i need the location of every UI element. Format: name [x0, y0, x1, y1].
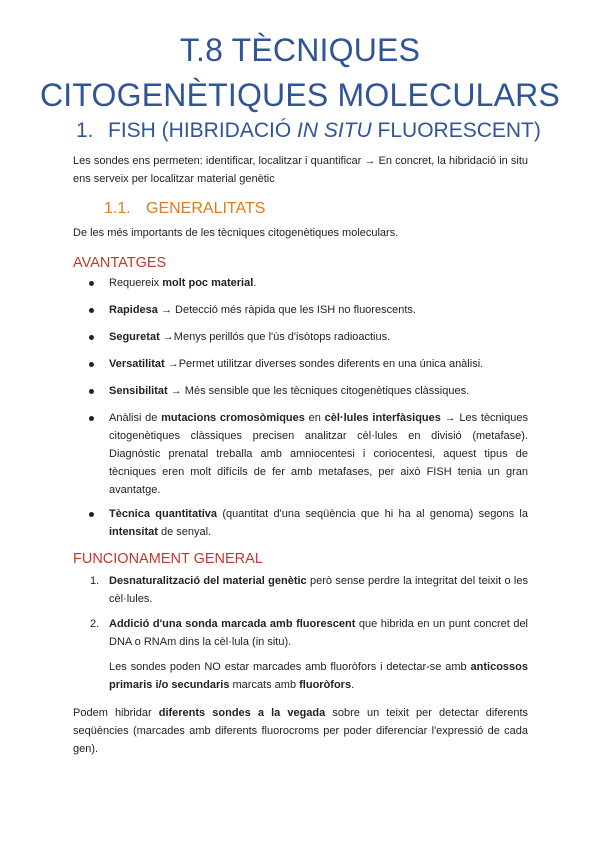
list-item: Tècnica quantitativa (quantitat d'una seqüència que hi ha al genoma) segons la intensitat de senyal.	[90, 505, 528, 541]
section-1-heading	[76, 119, 541, 143]
list-item: Versatilitat →Permet utilitzar diverses sondes diferents en una única anàlisi.	[90, 355, 528, 373]
section-1-1-intro: De les més importants de les tècniques citogenètiques moleculars.	[73, 227, 399, 239]
list-item: Requereix molt poc material.	[90, 274, 528, 292]
list-item: Rapidesa → Detecció més ràpida que les ISH no fluorescents.	[90, 301, 528, 319]
section-1-intro: Les sondes ens permeten: identificar, localitzar i quantificar → En concret, la hibridació in situ ens serveix per localitzar material genètic	[73, 155, 528, 185]
list-item: 2. Addició d'una sonda marcada amb fluorescent que hibrida en un punt concret del DNA o RNAm dins la cèl·lula (in situ).	[90, 615, 528, 651]
section-1-heading-pre: FISH (HIBRIDACIÓ	[108, 119, 298, 142]
closing-paragraph: Podem hibridar diferents sondes a la vegada sobre un teixit per detectar diferents seqüències (marcades amb diferents fluorocroms per poder diferenciar l'expressió de cada gen).	[73, 707, 528, 755]
section-1-1-heading	[104, 200, 265, 218]
section-1-1-title: GENERALITATS	[146, 200, 266, 217]
document-title-line-1: T.8 TÈCNIQUES	[179, 32, 421, 68]
section-1-1-number: 1.1.	[104, 200, 131, 217]
bullet-icon	[89, 389, 94, 394]
sondes-note: Les sondes poden NO estar marcades amb fluoròfors i detectar-se amb anticossos primaris i/o secundaris marcats amb fluoròfors.	[109, 661, 528, 691]
list-item: Seguretat →Menys perillós que l'ús d'isòtops radioactius.	[90, 328, 528, 346]
list-item: 1. Desnaturalització del material genètic però sense perdre la integritat del teixit o les cèl·lules.	[90, 572, 528, 608]
advantages-heading: AVANTATGES	[73, 255, 167, 271]
functioning-heading: FUNCIONAMENT GENERAL	[73, 551, 263, 567]
document-title-line-2: CITOGENÈTIQUES MOLECULARS	[39, 77, 561, 113]
step-number: 1.	[90, 575, 100, 587]
bullet-icon	[89, 281, 94, 286]
bullet-icon	[89, 362, 94, 367]
list-item: Anàlisi de mutacions cromosòmiques en cèl·lules interfàsiques → Les tècniques citogenètiques clàssiques precisen analitzar cèl·lules en divisió (metafase). Diagnòstic prenatal treballa amb amniocentesi i coriocentesi, aquest tipus de tècniques eren molt difícils de fer amb metafases, per això FISH tenia un gran avantatge.	[90, 409, 528, 499]
bullet-icon	[89, 308, 94, 313]
section-1-heading-post: FLUORESCENT)	[371, 119, 541, 142]
bullet-icon	[89, 416, 94, 421]
section-1-heading-em: IN SITU	[297, 119, 372, 142]
bullet-icon	[89, 335, 94, 340]
list-item: Sensibilitat → Més sensible que les tècniques citogenètiques clàssiques.	[90, 382, 528, 400]
section-1-number: 1.	[76, 119, 94, 142]
step-number: 2.	[90, 618, 100, 630]
bullet-icon	[89, 512, 94, 517]
